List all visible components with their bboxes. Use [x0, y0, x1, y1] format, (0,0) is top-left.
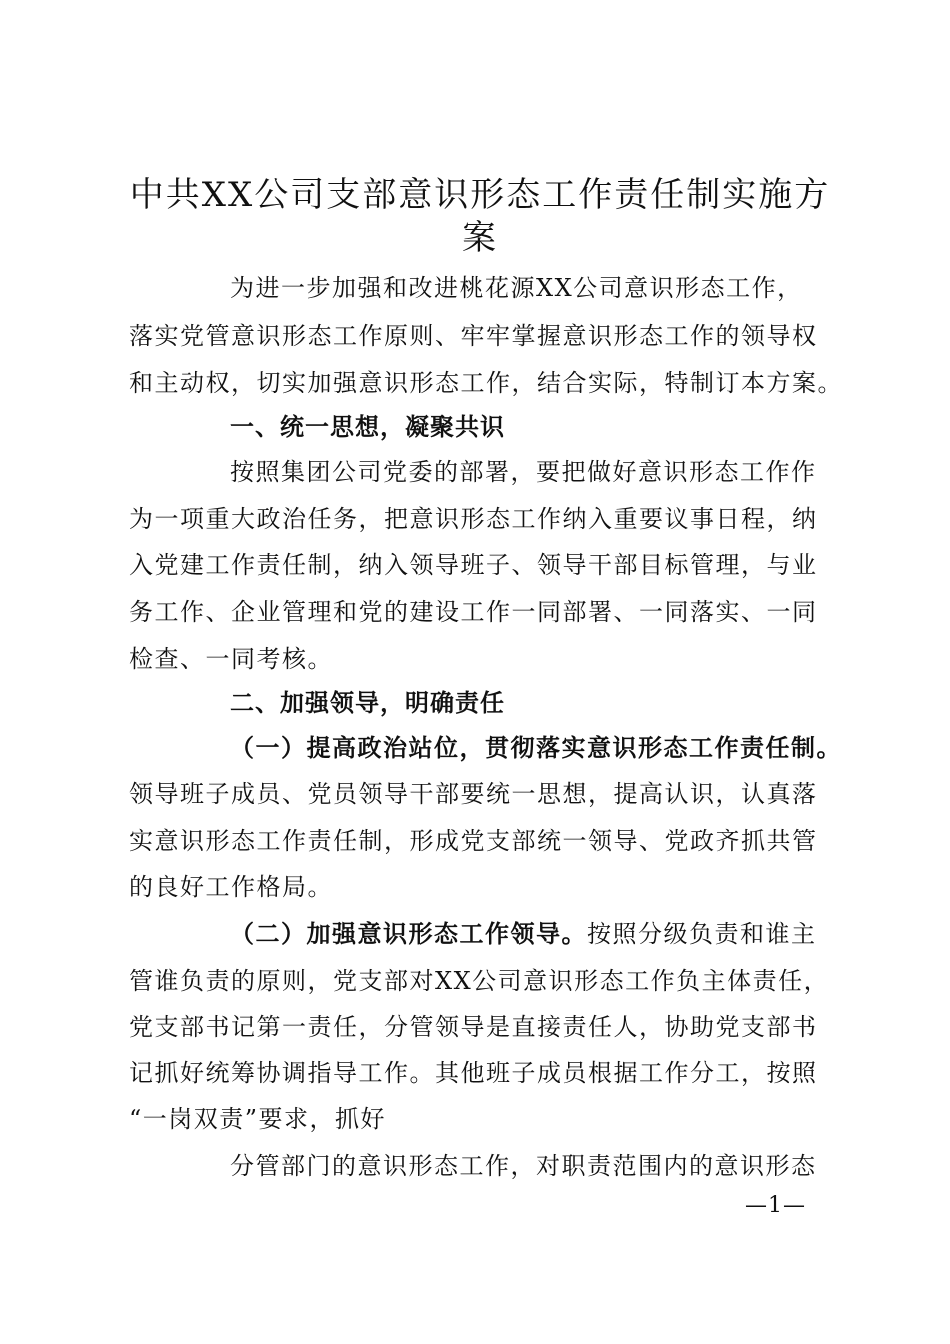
intro-line-1: 为进一步加强和改进桃花源XX公司意识形态工作，	[230, 274, 803, 302]
section-1-line-4: 务工作、企业管理和党的建设工作一同部署、一同落实、一同	[129, 598, 818, 626]
section-2-heading: 二、加强领导，明确责任	[230, 689, 505, 717]
item-2-lead-rest: 按照分级负责和谁主	[587, 920, 817, 948]
intro-line-2: 落实党管意识形态工作原则、牢牢掌握意识形态工作的领导权	[129, 322, 818, 350]
item-1-line-3: 的良好工作格局。	[129, 873, 333, 901]
item-2-line-1: 管谁负责的原则，党支部对XX公司意识形态工作负主体责任，	[129, 967, 830, 995]
section-1-line-1: 按照集团公司党委的部署，要把做好意识形态工作作	[230, 458, 817, 486]
item-1-lead: （一）提高政治站位，贯彻落实意识形态工作责任制。	[230, 733, 842, 762]
item-2-line-2: 党支部书记第一责任，分管领导是直接责任人，协助党支部书	[129, 1013, 818, 1041]
item-1-line-2: 实意识形态工作责任制，形成党支部统一领导、党政齐抓共管	[129, 827, 818, 855]
section-1-line-2: 为一项重大政治任务，把意识形态工作纳入重要议事日程，纳	[129, 505, 818, 533]
item-2-line-4: “一岗双责”要求，抓好	[129, 1105, 387, 1133]
continuation-line: 分管部门的意识形态工作，对职责范围内的意识形态	[230, 1152, 817, 1180]
section-1-line-3: 入党建工作责任制，纳入领导班子、领导干部目标管理，与业	[129, 551, 818, 579]
intro-line-3: 和主动权，切实加强意识形态工作，结合实际，特制订本方案。	[129, 369, 843, 397]
page-number: —1—	[745, 1193, 806, 1218]
document-title-line-1: 中共XX公司支部意识形态工作责任制实施方	[129, 175, 831, 215]
document-title-line-2: 案	[462, 218, 498, 258]
item-1-line-1: 领导班子成员、党员领导干部要统一思想，提高认识，认真落	[129, 780, 818, 808]
item-2-lead: （二）加强意识形态工作领导。	[230, 919, 587, 948]
section-1-heading: 一、统一思想，凝聚共识	[230, 413, 505, 441]
section-1-line-5: 检查、一同考核。	[129, 645, 333, 673]
item-2-line-3: 记抓好统筹协调指导工作。其他班子成员根据工作分工，按照	[129, 1059, 818, 1087]
item-2-first-line	[230, 918, 817, 950]
